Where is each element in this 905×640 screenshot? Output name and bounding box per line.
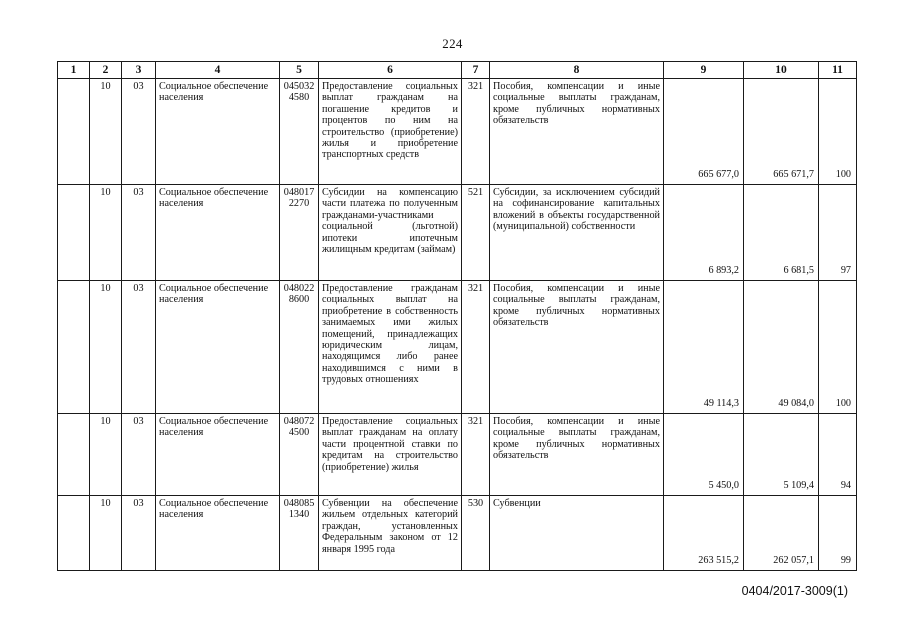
- cell-expense-name: Субсидии, за исключением субсидий на софинансирование капитальных вложений в объекты государственной (муниципальной) собственности: [490, 185, 664, 281]
- cell-subsection: 03: [122, 281, 156, 414]
- cell-col1: [58, 414, 90, 496]
- cell-planned: 263 515,2: [664, 496, 744, 571]
- cell-expense-code: 321: [462, 79, 490, 185]
- header-col-1: 1: [58, 62, 90, 79]
- cell-expense-code: 530: [462, 496, 490, 571]
- cell-col1: [58, 79, 90, 185]
- cell-expense-name: Пособия, компенсации и иные социальные выплаты гражданам, кроме публичных нормативных обязательств: [490, 79, 664, 185]
- cell-percent: 97: [819, 185, 857, 281]
- cell-percent: 99: [819, 496, 857, 571]
- cell-executed: 262 057,1: [744, 496, 819, 571]
- cell-section: 10: [90, 414, 122, 496]
- cell-planned: 5 450,0: [664, 414, 744, 496]
- cell-planned: 665 677,0: [664, 79, 744, 185]
- cell-executed: 5 109,4: [744, 414, 819, 496]
- cell-target-name: Субвенции на обеспечение жильем отдельных категорий граждан, установленных Федеральным законом от 12 января 1995 года: [319, 496, 462, 571]
- cell-section-name: Социальное обеспечение населения: [156, 185, 280, 281]
- cell-expense-code: 321: [462, 281, 490, 414]
- cell-section: 10: [90, 185, 122, 281]
- cell-expense-code: 321: [462, 414, 490, 496]
- cell-target-name: Субсидии на компенсацию части платежа по полученным гражданами-участниками социальной (льготной) ипотеки ипотечным жилищным кредитам (займам): [319, 185, 462, 281]
- header-row: [58, 62, 857, 79]
- cell-section: 10: [90, 79, 122, 185]
- cell-percent: 94: [819, 414, 857, 496]
- cell-section-name: Социальное обеспечение населения: [156, 281, 280, 414]
- table-row: [58, 281, 857, 414]
- cell-target-code: 048017 2270: [280, 185, 319, 281]
- cell-col1: [58, 496, 90, 571]
- cell-planned: 49 114,3: [664, 281, 744, 414]
- cell-target-code: 048022 8600: [280, 281, 319, 414]
- table-row: [58, 414, 857, 496]
- cell-section: 10: [90, 281, 122, 414]
- cell-target-code: 048072 4500: [280, 414, 319, 496]
- cell-percent: 100: [819, 281, 857, 414]
- cell-executed: 665 671,7: [744, 79, 819, 185]
- cell-expense-name: Субвенции: [490, 496, 664, 571]
- cell-target-code: 048085 1340: [280, 496, 319, 571]
- cell-percent: 100: [819, 79, 857, 185]
- header-col-10: 10: [744, 62, 819, 79]
- cell-target-name: Предоставление гражданам социальных выплат на приобретение в собственность занимаемых ими жилых помещений, принадлежащих юридическим лицам, находящимся либо ранее находившимся с ними в трудовых отношениях: [319, 281, 462, 414]
- cell-subsection: 03: [122, 185, 156, 281]
- header-col-4: 4: [156, 62, 280, 79]
- cell-expense-code: 521: [462, 185, 490, 281]
- cell-section: 10: [90, 496, 122, 571]
- header-col-6: 6: [319, 62, 462, 79]
- table-row: [58, 496, 857, 571]
- header-col-8: 8: [490, 62, 664, 79]
- cell-col1: [58, 281, 90, 414]
- cell-section-name: Социальное обеспечение населения: [156, 496, 280, 571]
- cell-target-code: 045032 4580: [280, 79, 319, 185]
- cell-executed: 6 681,5: [744, 185, 819, 281]
- cell-target-name: Предоставление социальных выплат гражданам на оплату части процентной ставки по кредитам на строительство (приобретение) жилья: [319, 414, 462, 496]
- cell-planned: 6 893,2: [664, 185, 744, 281]
- cell-executed: 49 084,0: [744, 281, 819, 414]
- header-col-9: 9: [664, 62, 744, 79]
- table-row: [58, 79, 857, 185]
- cell-section-name: Социальное обеспечение населения: [156, 79, 280, 185]
- header-col-7: 7: [462, 62, 490, 79]
- budget-table: [57, 61, 857, 571]
- cell-expense-name: Пособия, компенсации и иные социальные выплаты гражданам, кроме публичных нормативных обязательств: [490, 414, 664, 496]
- header-col-11: 11: [819, 62, 857, 79]
- cell-subsection: 03: [122, 79, 156, 185]
- cell-subsection: 03: [122, 496, 156, 571]
- header-col-2: 2: [90, 62, 122, 79]
- header-col-3: 3: [122, 62, 156, 79]
- cell-section-name: Социальное обеспечение населения: [156, 414, 280, 496]
- cell-col1: [58, 185, 90, 281]
- table-row: [58, 185, 857, 281]
- header-col-5: 5: [280, 62, 319, 79]
- cell-target-name: Предоставление социальных выплат гражданам на погашение кредитов и процентов по ним на строительство (приобретение) жилья и приобретение транспортных средств: [319, 79, 462, 185]
- page-number: 224: [442, 36, 463, 51]
- cell-subsection: 03: [122, 414, 156, 496]
- document-code: 0404/2017-3009(1): [741, 584, 848, 598]
- cell-expense-name: Пособия, компенсации и иные социальные выплаты гражданам, кроме публичных нормативных обязательств: [490, 281, 664, 414]
